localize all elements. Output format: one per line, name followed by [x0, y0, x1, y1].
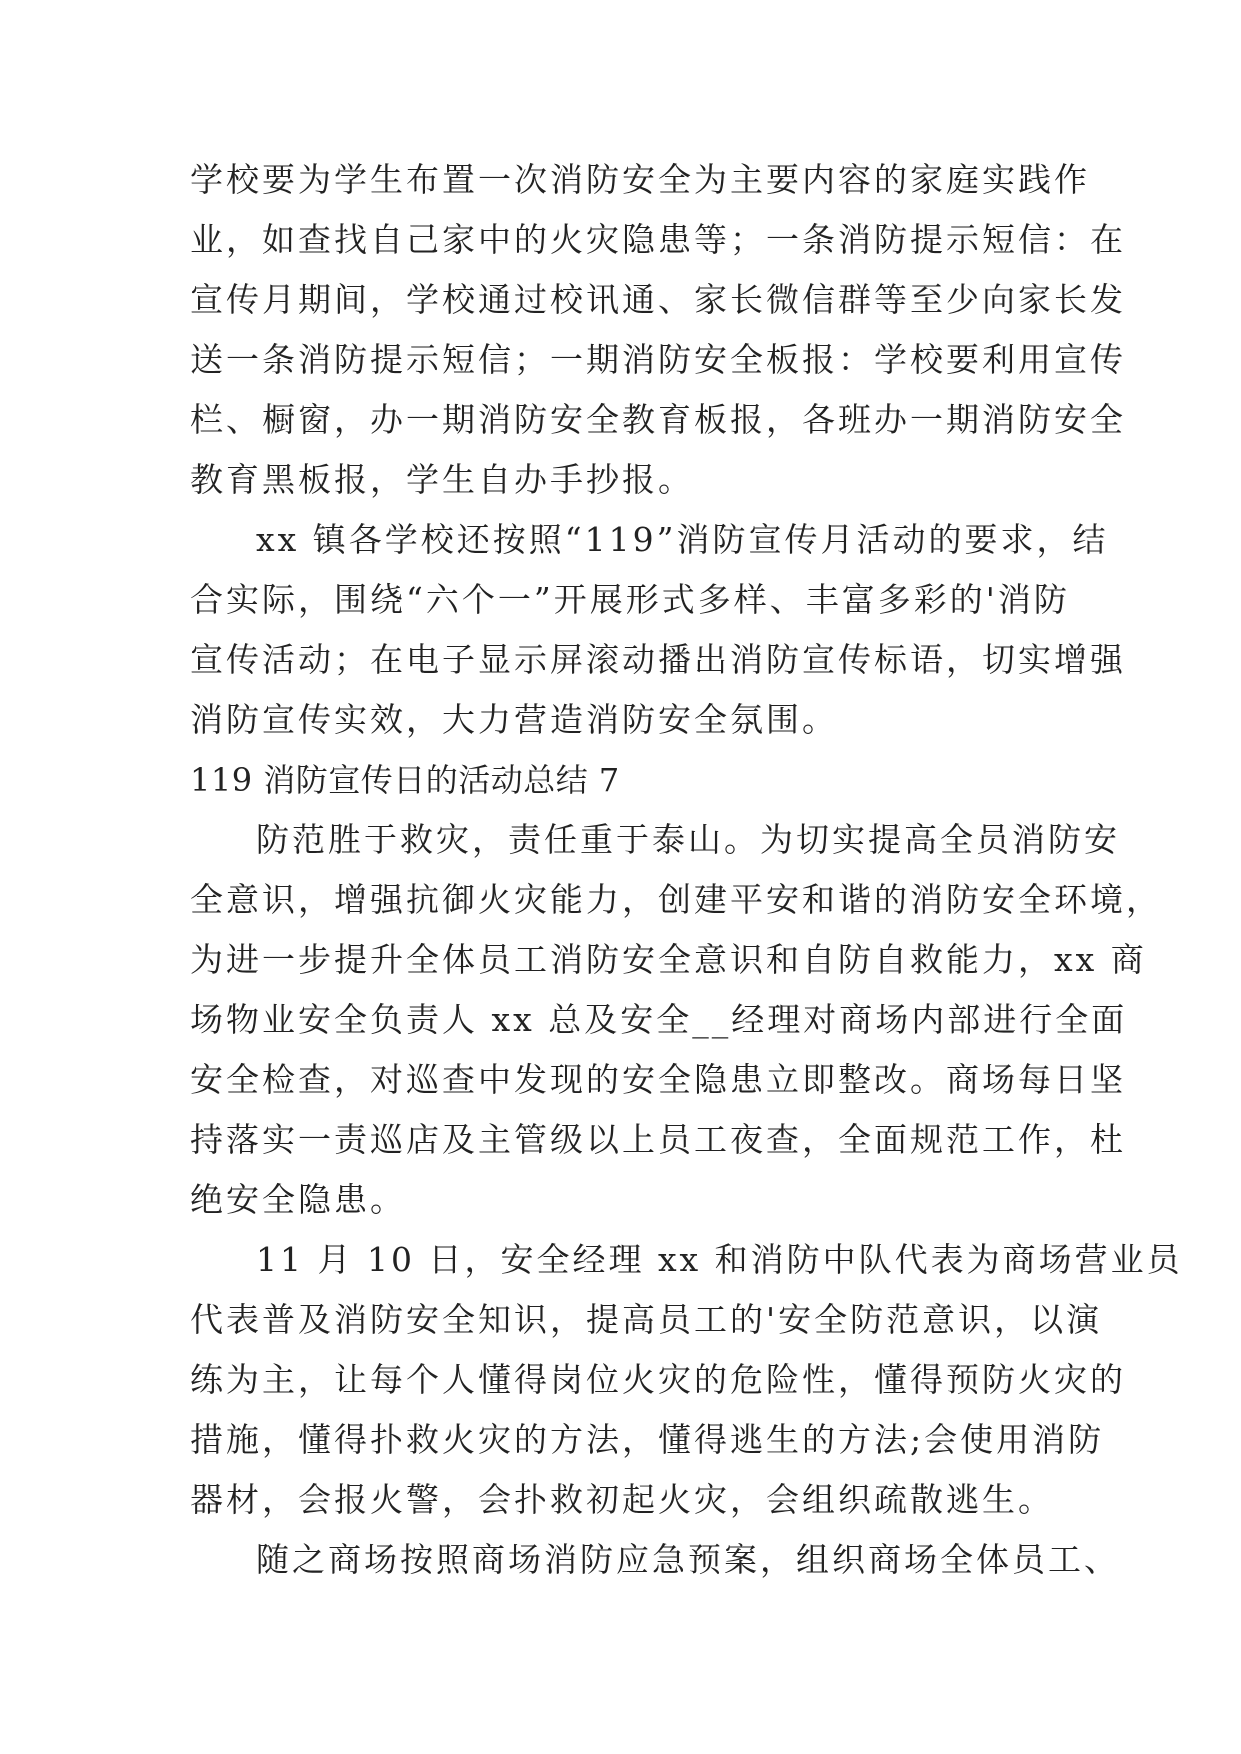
text-line: 绝安全隐患。 [190, 1180, 406, 1219]
document-body [190, 150, 1183, 1590]
text-line: xx 镇各学校还按照“119”消防宣传月活动的要求，结 [256, 520, 1109, 559]
text-line: 为进一步提升全体员工消防安全意识和自防自救能力，xx 商 [190, 940, 1147, 979]
text-line: 学校要为学生布置一次消防安全为主要内容的家庭实践作 [190, 160, 1090, 199]
text-line: 措施，懂得扑救火灾的方法，懂得逃生的方法;会使用消防 [190, 1420, 1105, 1459]
text-line: 安全检查，对巡查中发现的安全隐患立即整改。商场每日坚 [190, 1060, 1126, 1099]
text-line: 持落实一责巡店及主管级以上员工夜查，全面规范工作，杜 [190, 1120, 1126, 1159]
text-line: 栏、橱窗，办一期消防安全教育板报，各班办一期消防安全 [190, 400, 1126, 439]
text-line: 随之商场按照商场消防应急预案，组织商场全体员工、 [256, 1540, 1120, 1579]
text-line: 器材，会报火警，会扑救初起火灾，会组织疏散逃生。 [190, 1480, 1054, 1519]
text-line: 代表普及消防安全知识，提高员工的'安全防范意识，以演 [190, 1300, 1103, 1339]
text-line: 合实际，围绕“六个一”开展形式多样、丰富多彩的'消防 [190, 580, 1070, 619]
text-line: 防范胜于救灾，责任重于泰山。为切实提高全员消防安 [256, 820, 1120, 859]
text-line: 教育黑板报，学生自办手抄报。 [190, 460, 694, 499]
section-heading: 119 消防宣传日的活动总结 7 [190, 761, 620, 799]
text-line: 宣传月期间，学校通过校讯通、家长微信群等至少向家长发 [190, 280, 1126, 319]
text-line: 送一条消防提示短信；一期消防安全板报：学校要利用宣传 [190, 340, 1126, 379]
text-line: 练为主，让每个人懂得岗位火灾的危险性，懂得预防火灾的 [190, 1360, 1126, 1399]
text-line: 业，如查找自己家中的火灾隐患等；一条消防提示短信：在 [190, 220, 1126, 259]
text-line: 消防宣传实效，大力营造消防安全氛围。 [190, 700, 838, 739]
text-line: 宣传活动；在电子显示屏滚动播出消防宣传标语，切实增强 [190, 640, 1126, 679]
text-line: 场物业安全负责人 xx 总及安全__经理对商场内部进行全面 [190, 1000, 1128, 1039]
text-line: 全意识，增强抗御火灾能力，创建平安和谐的消防安全环境， [190, 880, 1162, 919]
text-line: 11 月 10 日，安全经理 xx 和消防中队代表为商场营业员 [256, 1240, 1183, 1279]
